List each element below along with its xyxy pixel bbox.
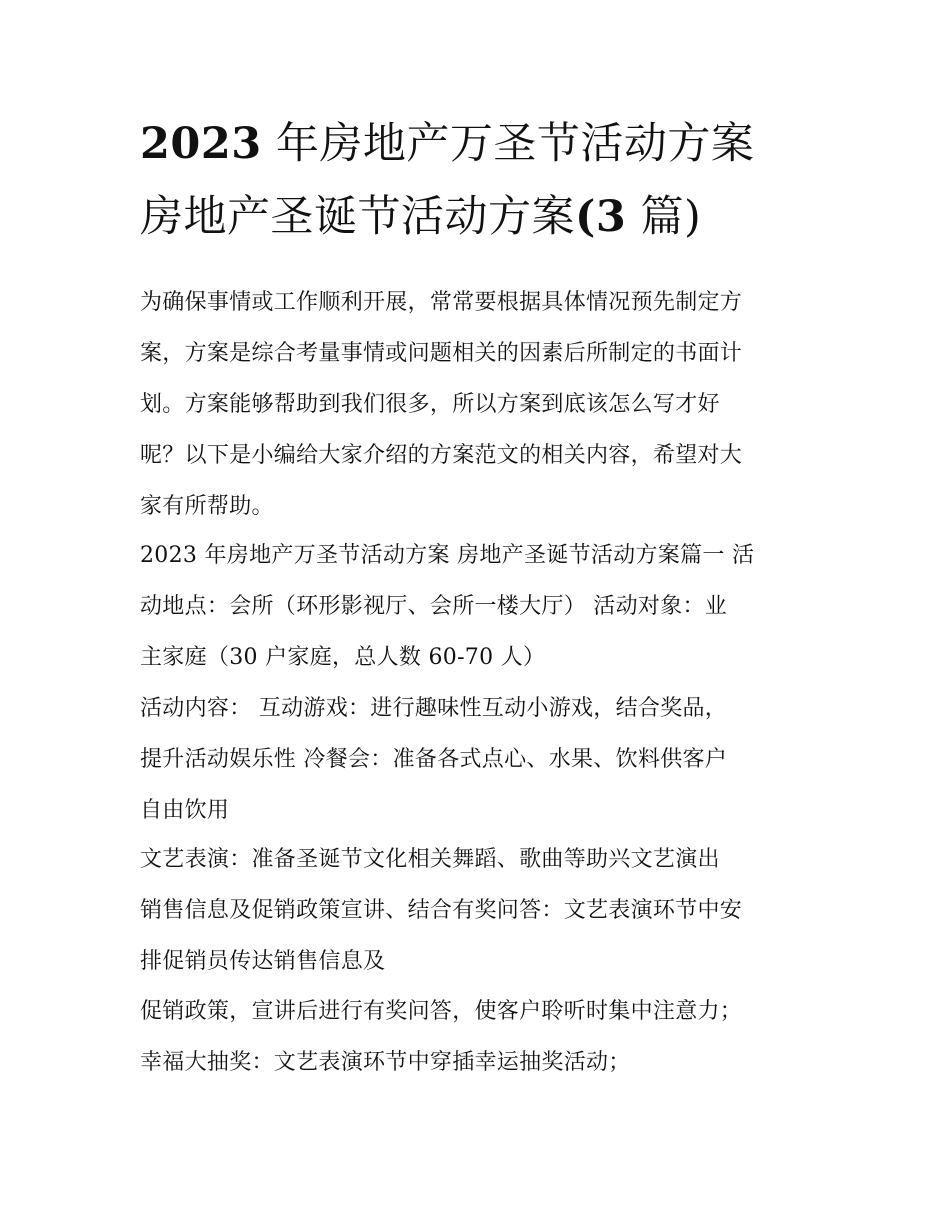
paragraph-line: 主家庭（30 户家庭，总人数 60-70 人）	[140, 645, 546, 670]
paragraph-line: 幸福大抽奖：文艺表演环节中穿插幸运抽奖活动；	[140, 1050, 631, 1075]
paragraph-line: 动地点：会所（环形影视厅、会所一楼大厅） 活动对象：业	[140, 594, 728, 619]
title-line-2	[140, 181, 830, 254]
paragraph-line: 2023 年房地产万圣节活动方案 房地产圣诞节活动方案篇一 活	[140, 543, 755, 568]
title-year: 2023	[140, 119, 262, 169]
paragraph-line: 为确保事情或工作顺利开展，常常要根据具体情况预先制定方	[140, 290, 743, 315]
title-paren-close: 篇)	[626, 192, 702, 242]
paragraph-line: 划。方案能够帮助到我们很多，所以方案到底该怎么写才好	[140, 392, 720, 417]
intro-paragraph	[140, 277, 830, 532]
paragraph-line: 家有所帮助。	[140, 494, 274, 519]
paragraph-line: 提升活动娱乐性 冷餐会：准备各式点心、水果、饮料供客户	[140, 747, 728, 772]
paragraph-line: 销售信息及促销政策宣讲、结合有奖问答：文艺表演环节中安	[140, 898, 743, 923]
document-title	[140, 108, 830, 254]
paragraph-line: 排促销员传达销售信息及	[140, 949, 386, 974]
title-line-1	[140, 108, 830, 181]
paragraph-line: 活动内容： 互动游戏：进行趣味性互动小游戏，结合奖品，	[140, 696, 728, 721]
title-count: 3	[595, 192, 627, 242]
paragraph-line: 文艺表演：准备圣诞节文化相关舞蹈、歌曲等助兴文艺演出	[140, 847, 720, 872]
activity-venue-paragraph	[140, 530, 830, 683]
title-line-1-text: 年房地产万圣节活动方案	[261, 119, 755, 169]
paragraph-line: 促销政策，宣讲后进行有奖问答，使客户聆听时集中注意力；	[140, 999, 743, 1024]
title-paren-open: (	[575, 192, 596, 242]
paragraph-line: 自由饮用	[140, 798, 230, 823]
paragraph-line: 案，方案是综合考量事情或问题相关的因素后所制定的书面计	[140, 341, 743, 366]
paragraph-line: 呢？以下是小编给大家介绍的方案范文的相关内容，希望对大	[140, 443, 743, 468]
performance-paragraph	[140, 834, 830, 987]
promotion-paragraph	[140, 986, 830, 1088]
activity-content-paragraph	[140, 683, 830, 836]
title-line-2-text: 房地产圣诞节活动方案	[140, 192, 575, 242]
